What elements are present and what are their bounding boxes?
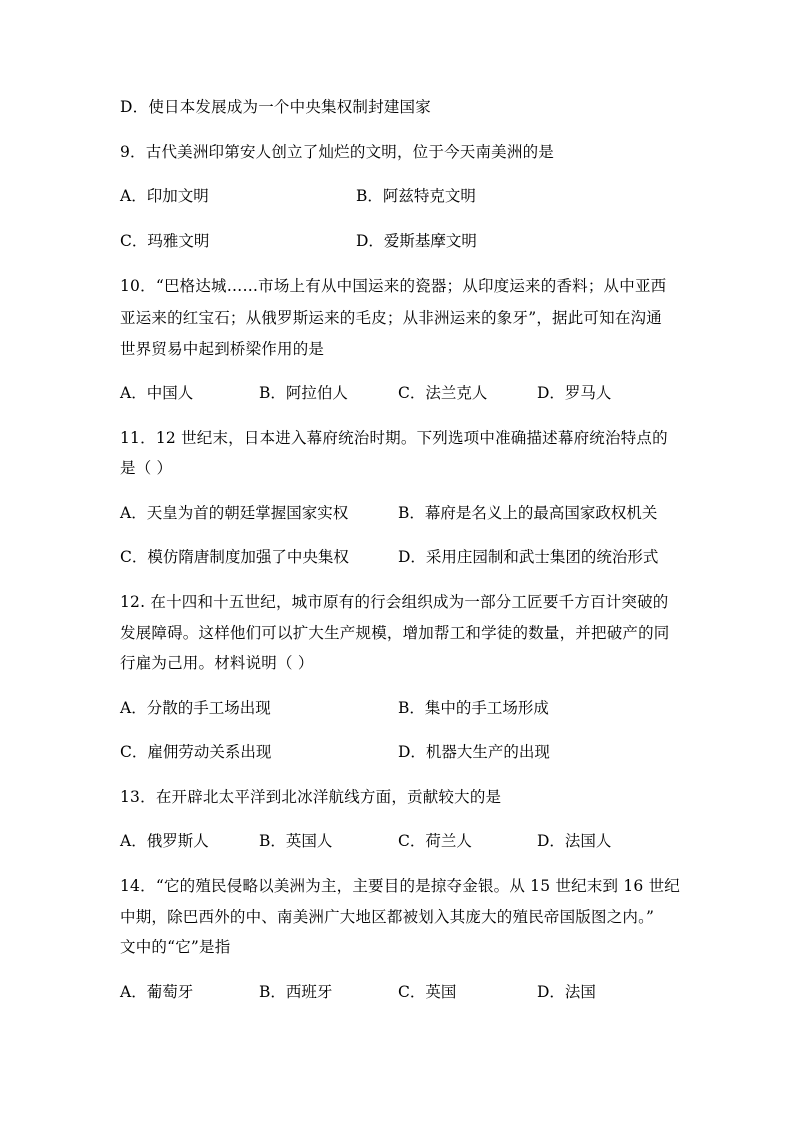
q9-option-c: C．玛雅文明 [120,232,210,250]
q10-stem-line-2: 亚运来的红宝石；从俄罗斯运来的毛皮；从非洲运来的象牙”，据此可知在沟通 [120,309,662,327]
q14-option-c: C．英国 [398,983,457,1001]
q13-option-c: C．荷兰人 [398,832,472,850]
q14-stem-line-2: 中期，除巴西外的中、南美洲广大地区都被划入其庞大的殖民帝国版图之内。” [120,908,655,926]
q11-option-d: D．采用庄园制和武士集团的统治形式 [398,548,659,566]
q13-option-a: A．俄罗斯人 [120,832,209,850]
q14-stem-line-3: 文中的“它”是指 [120,938,231,956]
q13-stem: 13．在开辟北太平洋到北冰洋航线方面，贡献较大的是 [120,788,502,806]
q12-option-c: C．雇佣劳动关系出现 [120,743,272,761]
q13-option-b: B．英国人 [259,832,333,850]
q10-stem-line-1: 10．“巴格达城……市场上有从中国运来的瓷器；从印度运来的香料；从中亚西 [120,277,667,295]
q12-stem-line-1: 12. 在十四和十五世纪，城市原有的行会组织成为一部分工匠要千方百计突破的 [120,593,669,611]
q10-stem-line-3: 世界贸易中起到桥梁作用的是 [120,340,325,358]
q12-stem-line-2: 发展障碍。这样他们可以扩大生产规模，增加帮工和学徒的数量，并把破产的同 [120,624,670,642]
q12-option-b: B．集中的手工场形成 [398,699,549,717]
q12-option-d: D．机器大生产的出现 [398,743,550,761]
q11-option-c: C．模仿隋唐制度加强了中央集权 [120,548,349,566]
q8-option-d: D．使日本发展成为一个中央集权制封建国家 [120,98,431,116]
q14-option-d: D．法国 [537,983,596,1001]
q14-option-b: B．西班牙 [259,983,333,1001]
q14-stem-line-1: 14．“它的殖民侵略以美洲为主，主要目的是掠夺金银。从 15 世纪末到 16 世纪 [120,877,681,895]
q10-option-d: D．罗马人 [537,384,612,402]
q11-stem-line-1: 11．12 世纪末，日本进入幕府统治时期。下列选项中准确描述幕府统治特点的 [120,429,668,447]
q14-option-a: A．葡萄牙 [120,983,194,1001]
q9-option-b: B．阿兹特克文明 [356,187,476,205]
q12-option-a: A．分散的手工场出现 [120,699,271,717]
q9-option-d: D．爱斯基摩文明 [356,232,477,250]
q13-option-d: D．法国人 [537,832,612,850]
q11-option-a: A．天皇为首的朝廷掌握国家实权 [120,504,349,522]
q11-option-b: B．幕府是名义上的最高国家政权机关 [398,504,658,522]
q11-stem-line-2: 是（ ） [120,459,173,477]
q10-option-c: C．法兰克人 [398,384,488,402]
q9-option-a: A．印加文明 [120,187,209,205]
q10-option-a: A．中国人 [120,384,194,402]
q10-option-b: B．阿拉伯人 [259,384,348,402]
q9-stem: 9．古代美洲印第安人创立了灿烂的文明，位于今天南美洲的是 [120,143,554,161]
q12-stem-line-3: 行雇为己用。材料说明（ ） [120,654,314,672]
